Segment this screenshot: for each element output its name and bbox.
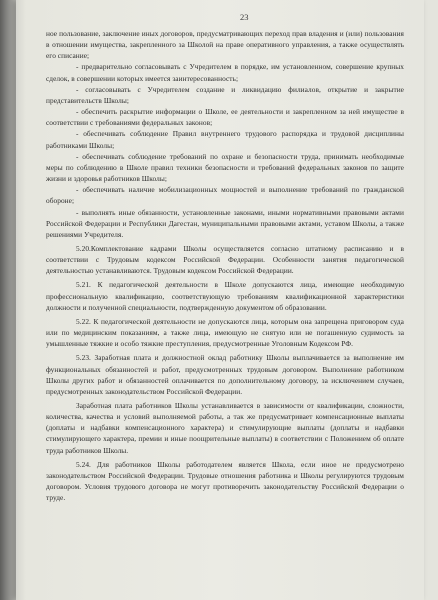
paragraph: - предварительно согласовывать с Учредителем в порядке, им установленном, совершение крупных сделок, в совершении которых имеется заинтересованность; [46,62,404,83]
paragraph: - согласовывать с Учредителем создание и ликвидацию филиалов, открытие и закрытие представительств Школы; [46,84,404,105]
document-body [46,28,404,503]
paragraph: ное пользование, заключение иных договоров, предусматривающих переход прав владения и (или) пользования в отношении имущества, закрепленного за Школой на праве оперативного управления, а также осуществлять его списание; [46,29,404,61]
paragraph: - обеспечивать соблюдение Правил внутреннего трудового распорядка и трудовой дисциплины работниками Школы; [46,129,404,150]
paragraph: 5.20.Комплектование кадрами Школы осуществляется согласно штатному расписанию и в соответствии с Трудовым кодексом Российской Федерации. Особенности занятия педагогической деятельностью устанавливаются. Трудовым кодексом Российской Федерации. [46,243,404,276]
paragraph: - выполнять иные обязанности, установленные законами, иными нормативными правовыми актами Российской Федерации и Республики Дагестан, муниципальными правовыми актами, уставом Школы, а также решениями Учредителя. [46,207,404,239]
paragraph: 5.23. Заработная плата и должностной оклад работнику Школы выплачивается за выполнение им функциональных обязанностей и работ, предусмотренных трудовым договором. Выполнение работником Школы других работ и обязанностей оплачивается по дополнительному договору, за исключением случаев, предусмотренных законодательством Российской Федерации. [46,353,404,396]
paragraph: 5.21. К педагогической деятельности в Школе допускаются лица, имеющие необходимую профессиональную квалификацию, соответствующую требованиям квалификационной характеристики должности и полученной специальности, подтвержденную документом об образовании. [46,280,404,312]
paragraph: Заработная плата работников Школы устанавливается в зависимости от квалификации, сложности, количества, качества и условий выполняемой работы, а так же предусматривает компенсационные выплаты (доплаты и надбавки компенсационного характера) и стимулирующие выплаты (доплаты и надбавки стимулирующего характера, премии и иные поощрительные выплаты) в соответствии с Положением об оплате труда работников Школы. [46,401,404,455]
paragraph: - обеспечивать соблюдение требований по охране и безопасности труда, принимать необходимые меры по соблюдению в Школе правил техники безопасности и требований федеральных законов по защите жизни и здоровья работников Школы; [46,151,404,184]
page-number: 23 [240,12,249,22]
paragraph: 5.22. К педагогической деятельности не допускаются лица, которым она запрещена приговором суда или по медицинским показаниям, а также лица, имеющую не снятую или не погашенную судимость за умышленные тяжкие и особо тяжкие преступления, предусмотренные Уголовным Кодексом РФ. [46,316,404,349]
paragraph: 5.24. Для работников Школы работодателем является Школа, если иное не предусмотрено законодательством Российской Федерации. Трудовые отношения работника и Школы регулируются трудовым договором. Условия трудового договора не могут противоречить законодательству Российской Федерации о труде. [46,459,404,503]
paragraph: - обеспечить раскрытие информации о Школе, ее деятельности и закрепленном за ней имуществе в соответствии с требованиями федеральных законов; [46,107,404,128]
paragraph: - обеспечивать наличие мобилизационных мощностей и выполнение требований по гражданской обороне; [46,185,404,206]
